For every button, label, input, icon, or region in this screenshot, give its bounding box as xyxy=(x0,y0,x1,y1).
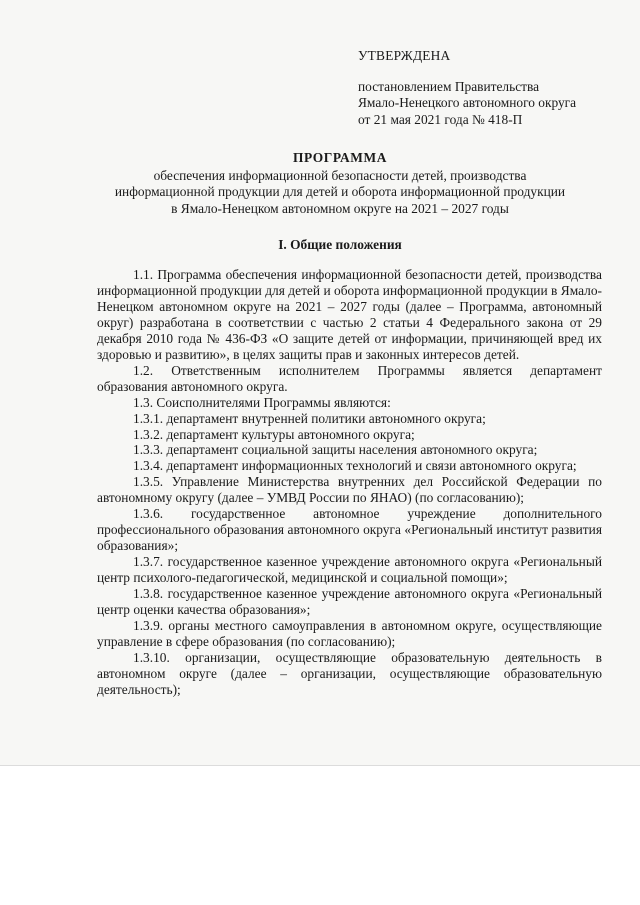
document-title: ПРОГРАММА xyxy=(293,150,387,165)
paragraph-1-3-4: 1.3.4. департамент информационных технологий и связи автономного округа; xyxy=(133,458,577,474)
paragraph-1-1: 1.1. Программа обеспечения информационной безопасности детей, производства информационной продукции для детей и оборота информационной продукции в Ямало-Ненецком автономном округе на 2021 – 2027 годы (далее – Программа, автономный округ) разработана в соответствии с частью 2 статьи 4 Федерального закона от 29 декабря 2010 года № 436-ФЗ «О защите детей от информации, причиняющей вред их здоровью и развитию», в целях защиты прав и законных интересов детей. xyxy=(97,267,602,362)
paragraph-1-3-7: 1.3.7. государственное казенное учреждение автономного округа «Региональный центр психолого-педагогической, медицинской и социальной помощи»; xyxy=(97,554,602,586)
approval-stamp xyxy=(358,48,576,128)
title-line-1: обеспечения информационной безопасности детей, производства xyxy=(153,167,527,183)
paragraph-1-2: 1.2. Ответственным исполнителем Программы является департамент образования автономного округа. xyxy=(97,362,602,394)
paragraph-1-3-10: 1.3.10. организации, осуществляющие образовательную деятельность в автономном округе (далее – организации, осуществляющие образовательную деятельность); xyxy=(97,649,602,697)
approval-line-3: от 21 мая 2021 года № 418-П xyxy=(358,111,523,127)
paragraph-1-3-1: 1.3.1. департамент внутренней политики автономного округа; xyxy=(133,410,486,426)
approved-label: УТВЕРЖДЕНА xyxy=(358,48,451,63)
approval-line-2: Ямало-Ненецкого автономного округа xyxy=(358,95,577,111)
paragraph-1-3-8: 1.3.8. государственное казенное учреждение автономного округа «Региональный центр оценки качества образования»; xyxy=(97,586,602,618)
title-line-3: в Ямало-Ненецком автономном округе на 2021 – 2027 годы xyxy=(171,200,509,216)
paragraph-1-3-5: 1.3.5. Управление Министерства внутренних дел Российской Федерации по автономному округу (далее – УМВД России по ЯНАО) (по согласованию); xyxy=(97,474,602,506)
paragraph-1-3-6: 1.3.6. государственное автономное учреждение дополнительного профессионального образования автономного округа «Региональный институт развития образования»; xyxy=(97,506,602,554)
paragraph-1-3-9: 1.3.9. органы местного самоуправления в автономном округе, осуществляющие управление в сфере образования (по согласованию); xyxy=(97,617,602,649)
paragraph-1-3: 1.3. Соисполнителями Программы являются: xyxy=(133,394,391,410)
document-body xyxy=(97,267,602,698)
title-line-2: информационной продукции для детей и оборота информационной продукции xyxy=(114,184,566,200)
approval-line-1: постановлением Правительства xyxy=(358,78,540,94)
paragraph-1-3-2: 1.3.2. департамент культуры автономного округа; xyxy=(133,426,415,442)
paragraph-1-3-3: 1.3.3. департамент социальной защиты населения автономного округа; xyxy=(133,442,538,458)
document-title-block xyxy=(70,150,610,217)
section-heading: I. Общие положения xyxy=(278,237,402,252)
